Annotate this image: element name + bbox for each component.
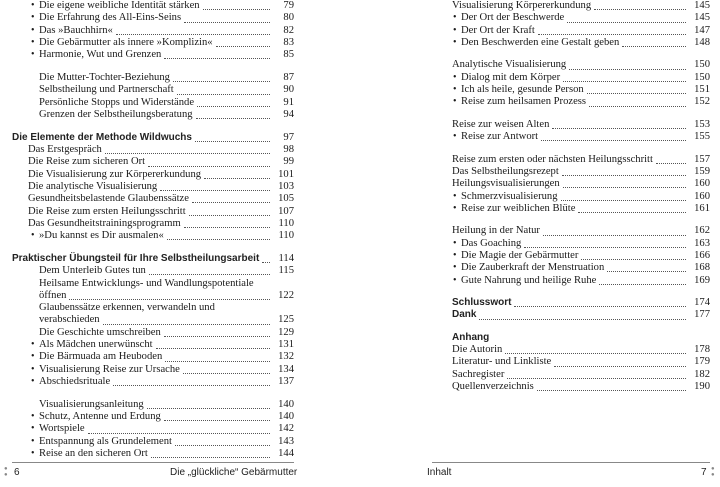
- toc-entry-title: Reise zur weiblichen Blüte: [461, 202, 576, 214]
- toc-entry-title: Heilsame Entwicklungs- und Wandlungspotentiale: [39, 277, 254, 289]
- toc-page-number: 131: [278, 339, 294, 350]
- toc-page-number: 152: [694, 96, 710, 108]
- toc-page-number: 174: [694, 297, 710, 308]
- toc-page-number: 169: [694, 274, 710, 286]
- toc-entry-title: Analytische Visualisierung: [452, 59, 567, 71]
- bullet-icon: •: [453, 36, 457, 48]
- dot-leader: [578, 212, 686, 213]
- toc-entry: [12, 84, 294, 96]
- bullet-icon: •: [31, 24, 35, 36]
- dot-leader: [116, 34, 270, 35]
- toc-page-number: 160: [694, 190, 710, 202]
- toc-page-number: 182: [694, 368, 710, 380]
- toc-entry-title: Die Visualisierung zur Körpererkundung: [28, 168, 202, 180]
- toc-page-number: 110: [278, 230, 294, 242]
- toc-entry: [12, 411, 294, 423]
- dot-leader: [147, 408, 270, 409]
- toc-entry: [452, 275, 710, 287]
- dot-leader: [479, 319, 686, 320]
- toc-entry-title: Anhang: [452, 331, 490, 343]
- toc-entry: [12, 25, 294, 37]
- toc-entry: [12, 156, 294, 168]
- bullet-icon: •: [453, 131, 457, 143]
- dot-leader: [160, 190, 270, 191]
- toc-entry: [452, 84, 710, 96]
- toc-page-number: 157: [694, 153, 710, 165]
- toc-page-number: 114: [278, 252, 294, 264]
- dot-leader: [552, 128, 686, 129]
- toc-entry-title: Die Magie der Gebärmutter: [461, 249, 579, 261]
- toc-entry: [452, 356, 710, 368]
- toc-entry-title: Harmonie, Wut und Grenzen: [39, 49, 162, 61]
- bullet-icon: •: [31, 423, 35, 435]
- dot-leader: [103, 324, 270, 325]
- toc-entry: [452, 131, 710, 143]
- dot-leader: [561, 200, 687, 201]
- bullet-icon: •: [453, 262, 457, 274]
- toc-entry: [452, 12, 710, 24]
- dot-leader: [541, 140, 686, 141]
- toc-page-number: 145: [694, 12, 710, 24]
- toc-page-number: 101: [278, 168, 294, 180]
- toc-page-number: 82: [283, 24, 294, 36]
- toc-entry: [452, 250, 710, 262]
- toc-entry-title: Entspannung als Grundelement: [39, 435, 172, 447]
- toc-entry-title: Heilung in der Natur: [452, 225, 540, 237]
- toc-page-number: 178: [694, 344, 710, 356]
- toc-entry-title: Dem Unterleib Gutes tun: [39, 265, 146, 277]
- toc-entry-title: Die Autorin: [452, 344, 503, 356]
- bullet-icon: •: [453, 249, 457, 261]
- toc-page-number: 91: [283, 96, 294, 108]
- toc-entry-title: Abschiedsrituale: [39, 375, 111, 387]
- toc-page-number: 110: [278, 217, 294, 229]
- footer-section-title: Inhalt: [427, 467, 452, 478]
- toc-entry: [452, 309, 710, 321]
- toc-entry: [452, 96, 710, 108]
- toc-page-number: 168: [694, 262, 710, 274]
- toc-entry: [12, 278, 294, 290]
- dot-leader: [216, 46, 270, 47]
- toc-page-number: 179: [694, 356, 710, 368]
- toc-page-number: 177: [694, 309, 710, 321]
- toc-entry: [452, 225, 710, 237]
- toc-entry-title: Glaubenssätze erkennen, verwandeln und: [39, 302, 215, 314]
- toc-entry-title: Reise zum heilsamen Prozess: [461, 96, 587, 108]
- toc-entry-title: Schlusswort: [452, 297, 512, 308]
- toc-page-number: 160: [694, 178, 710, 190]
- dot-leader: [563, 81, 686, 82]
- dot-leader: [165, 361, 270, 362]
- dot-leader: [164, 420, 270, 421]
- toc-entry: [12, 169, 294, 181]
- toc-entry-title: Die Reise zum ersten Heilungsschritt: [28, 205, 186, 217]
- dot-leader: [562, 175, 686, 176]
- toc-page-number: 97: [283, 131, 294, 143]
- toc-entry-title: Dialog mit dem Körper: [461, 71, 561, 83]
- dot-leader: [113, 385, 270, 386]
- dot-leader: [262, 262, 270, 263]
- dot-leader: [563, 187, 686, 188]
- dot-leader: [177, 94, 270, 95]
- toc-entry: [452, 297, 710, 309]
- toc-entry-title: Die Mutter-Tochter-Beziehung: [39, 72, 170, 83]
- bullet-icon: •: [453, 190, 457, 202]
- toc-entry: [452, 381, 710, 393]
- toc-entry: [12, 218, 294, 230]
- bullet-icon: •: [453, 237, 457, 249]
- dot-leader: [156, 348, 270, 349]
- toc-entry: [12, 448, 294, 460]
- footer-page-number-right: 7: [701, 467, 707, 478]
- dot-leader: [607, 271, 686, 272]
- toc-entry: [12, 12, 294, 24]
- footer-rule-left: [12, 462, 294, 463]
- toc-page-number: 85: [283, 49, 294, 61]
- bullet-icon: •: [453, 202, 457, 214]
- toc-entry-title: Schmerzvisualisierung: [461, 190, 558, 202]
- toc-page-number: 129: [278, 326, 294, 338]
- toc-page-number: 166: [694, 249, 710, 261]
- dot-leader: [537, 390, 686, 391]
- toc-page-number: 155: [694, 131, 710, 143]
- toc-entry: [12, 49, 294, 61]
- dot-leader: [189, 215, 270, 216]
- toc-entry: [12, 144, 294, 156]
- toc-entry: [452, 369, 710, 381]
- toc-page-number: 103: [278, 180, 294, 192]
- toc-entry-title: Reise zur Antwort: [461, 131, 539, 143]
- toc-entry: [452, 119, 710, 131]
- dot-leader: [543, 235, 686, 236]
- toc-entry-title: Der Ort der Beschwerde: [461, 12, 565, 24]
- toc-page-number: 98: [283, 144, 294, 155]
- toc-entry: [452, 344, 710, 356]
- bullet-icon: •: [31, 49, 35, 61]
- toc-page-number: 153: [694, 118, 710, 130]
- toc-entry: [12, 423, 294, 435]
- bullet-icon: •: [453, 84, 457, 95]
- bullet-icon: •: [453, 12, 457, 24]
- toc-entry: [452, 191, 710, 203]
- toc-entry: [12, 265, 294, 277]
- toc-entry-title: Die eigene weibliche Identität stärken: [39, 0, 200, 11]
- dot-leader: [88, 433, 270, 434]
- toc-entry: [452, 262, 710, 274]
- dot-leader: [567, 22, 686, 23]
- dot-leader: [151, 457, 270, 458]
- dot-leader: [164, 58, 270, 59]
- toc-entry: [12, 436, 294, 448]
- toc-entry-title: Das Goaching: [461, 237, 522, 249]
- dot-leader: [581, 259, 686, 260]
- toc-entry-title: öffnen: [39, 289, 67, 301]
- dot-leader: [149, 274, 270, 275]
- bullet-icon: •: [31, 36, 35, 48]
- dot-leader: [594, 9, 686, 10]
- toc-page-number: 145: [694, 0, 710, 11]
- toc-entry-title: Dank: [452, 309, 477, 321]
- dot-leader: [69, 299, 270, 300]
- toc-entry-title: Das Gesundheitstrainingsprogramm: [28, 217, 181, 229]
- toc-page-number: 99: [283, 156, 294, 168]
- toc-entry: [12, 181, 294, 193]
- bullet-icon: •: [31, 411, 35, 422]
- toc-entry-title: Gesundheitsbelastende Glaubenssätze: [28, 193, 189, 205]
- bullet-icon: •: [31, 0, 35, 11]
- toc-page-number: 87: [283, 72, 294, 83]
- toc-entry-title: Persönliche Stopps und Widerstände: [39, 96, 195, 108]
- toc-page-number: 143: [278, 435, 294, 447]
- bullet-icon: •: [31, 12, 35, 24]
- toc-entry-title: Die Geschichte umschreiben: [39, 326, 161, 338]
- bullet-icon: •: [453, 24, 457, 36]
- dot-leader: [524, 247, 686, 248]
- dot-leader: [569, 69, 686, 70]
- toc-page-number: 105: [278, 193, 294, 205]
- toc-entry-title: Quellenverzeichnis: [452, 381, 534, 392]
- toc-entry: [452, 154, 710, 166]
- toc-page-number: 140: [278, 398, 294, 410]
- toc-page-number: 125: [278, 314, 294, 326]
- toc-entry-title: Wortspiele: [39, 423, 85, 435]
- toc-page-number: 83: [283, 36, 294, 48]
- dot-leader: [184, 227, 270, 228]
- toc-page-number: 137: [278, 375, 294, 387]
- toc-entry: [12, 109, 294, 121]
- footer-rule-right: [432, 462, 710, 463]
- toc-page-number: 90: [283, 84, 294, 96]
- dot-leader: [175, 445, 270, 446]
- bullet-icon: •: [453, 71, 457, 83]
- dot-leader: [167, 239, 270, 240]
- toc-page-number: 80: [283, 12, 294, 24]
- toc-entry-title: Die Bärmuada am Heuboden: [39, 351, 163, 363]
- toc-entry: [12, 193, 294, 205]
- toc-entry-title: Selbstheilung und Partnerschaft: [39, 84, 174, 96]
- toc-entry-title: Der Ort der Kraft: [461, 24, 535, 36]
- toc-entry: [452, 238, 710, 250]
- dot-leader: [599, 284, 686, 285]
- toc-entry: [12, 364, 294, 376]
- toc-entry-title: Die analytische Visualisierung: [28, 180, 158, 192]
- toc-entry-title: Schutz, Antenne und Erdung: [39, 411, 161, 422]
- toc-entry-title: Heilungsvisualisierungen: [452, 178, 560, 190]
- toc-entry-title: »Du kannst es Dir ausmalen«: [39, 230, 164, 242]
- toc-entry: [452, 332, 710, 344]
- footer-page-number-left: 6: [14, 467, 20, 478]
- toc-entry-title: Das Erstgespräch: [28, 144, 102, 155]
- toc-entry: [12, 253, 294, 265]
- toc-entry-title: Sachregister: [452, 368, 505, 380]
- toc-entry: [452, 37, 710, 49]
- toc-entry: [12, 37, 294, 49]
- page-dots-icon: ● ●: [711, 466, 715, 478]
- dot-leader: [587, 93, 686, 94]
- bullet-icon: •: [453, 96, 457, 108]
- bullet-icon: •: [31, 363, 35, 375]
- dot-leader: [505, 353, 686, 354]
- dot-leader: [195, 141, 270, 142]
- toc-page-number: 115: [278, 265, 294, 277]
- toc-entry: [452, 0, 710, 12]
- dot-leader: [554, 366, 686, 367]
- dot-leader: [105, 153, 270, 154]
- toc-page-number: 190: [694, 381, 710, 392]
- toc-entry: [12, 206, 294, 218]
- bullet-icon: •: [31, 447, 35, 459]
- toc-entry: [12, 302, 294, 314]
- toc-page-number: 150: [694, 59, 710, 71]
- dot-leader: [507, 378, 686, 379]
- toc-entry-title: Die Reise zum sicheren Ort: [28, 156, 146, 168]
- toc-page-number: 163: [694, 237, 710, 249]
- toc-entry: [12, 97, 294, 109]
- dot-leader: [173, 81, 270, 82]
- toc-entry: [12, 327, 294, 339]
- toc-entry-title: Das Selbstheilungsrezept: [452, 165, 559, 177]
- toc-entry-title: Visualisierung Körpererkundung: [452, 0, 592, 11]
- toc-entry-title: Reise zur weisen Alten: [452, 118, 550, 130]
- toc-entry: [12, 72, 294, 84]
- toc-page-number: 147: [694, 24, 710, 36]
- toc-page-number: 79: [283, 0, 294, 11]
- toc-entry-title: Literatur- und Linkliste: [452, 356, 552, 368]
- toc-entry-title: Die Zauberkraft der Menstruation: [461, 262, 605, 274]
- dot-leader: [514, 306, 686, 307]
- toc-entry: [12, 290, 294, 302]
- toc-entry-title: Reise an den sicheren Ort: [39, 447, 148, 459]
- toc-entry: [452, 25, 710, 37]
- toc-entry-title: Praktischer Übungsteil für Ihre Selbstheilungsarbeit: [12, 252, 260, 264]
- toc-page-number: 162: [694, 225, 710, 237]
- dot-leader: [589, 106, 686, 107]
- toc-entry: [12, 0, 294, 12]
- bullet-icon: •: [453, 274, 457, 286]
- dot-leader: [203, 9, 270, 10]
- dot-leader: [183, 373, 270, 374]
- toc-entry: [12, 399, 294, 411]
- toc-page-number: 94: [283, 108, 294, 120]
- toc-entry-title: Das »Bauchhirn«: [39, 24, 113, 36]
- toc-page-number: 140: [278, 411, 294, 422]
- toc-page-number: 122: [278, 289, 294, 301]
- toc-entry-title: Grenzen der Selbstheilungsberatung: [39, 108, 193, 120]
- dot-leader: [184, 22, 270, 23]
- bullet-icon: •: [31, 230, 35, 242]
- toc-entry: [452, 203, 710, 215]
- dot-leader: [656, 163, 686, 164]
- bullet-icon: •: [31, 375, 35, 387]
- toc-entry: [12, 339, 294, 351]
- toc-entry-title: Visualisierung Reise zur Ursache: [39, 363, 180, 375]
- dot-leader: [164, 336, 270, 337]
- toc-entry: [12, 376, 294, 388]
- toc-page-number: 107: [278, 205, 294, 217]
- toc-page-number: 161: [694, 202, 710, 214]
- toc-page-number: 142: [278, 423, 294, 435]
- toc-entry-title: Ich als heile, gesunde Person: [461, 84, 584, 95]
- bullet-icon: •: [31, 351, 35, 363]
- dot-leader: [148, 166, 270, 167]
- toc-entry-title: Die Elemente der Methode Wildwuchs: [12, 131, 192, 143]
- toc-page-number: 132: [278, 351, 294, 363]
- footer-book-title: Die „glückliche“ Gebärmutter: [170, 467, 298, 478]
- toc-entry-title: Als Mädchen unerwünscht: [39, 339, 153, 350]
- dot-leader: [538, 34, 686, 35]
- toc-entry-title: Den Beschwerden eine Gestalt geben: [461, 36, 620, 48]
- toc-entry-title: Visualisierungsanleitung: [39, 398, 144, 410]
- toc-entry: [12, 351, 294, 363]
- toc-entry: [452, 59, 710, 71]
- dot-leader: [196, 118, 270, 119]
- page-dots-icon: ● ●: [4, 466, 8, 478]
- dot-leader: [204, 178, 270, 179]
- toc-entry: [12, 132, 294, 144]
- dot-leader: [197, 106, 270, 107]
- toc-entry: [12, 230, 294, 242]
- toc-entry-title: Die Gebärmutter als innere »Komplizin«: [39, 36, 213, 48]
- bullet-icon: •: [31, 339, 35, 350]
- bullet-icon: •: [31, 435, 35, 447]
- dot-leader: [622, 46, 686, 47]
- toc-entry-title: Gute Nahrung und heilige Ruhe: [461, 274, 597, 286]
- toc-page-number: 150: [694, 71, 710, 83]
- toc-page-number: 148: [694, 36, 710, 48]
- toc-page-number: 134: [278, 363, 294, 375]
- toc-entry-title: Die Erfahrung des All-Eins-Seins: [39, 12, 182, 24]
- toc-page-number: 159: [694, 165, 710, 177]
- toc-entry-title: Reise zum ersten oder nächsten Heilungsschritt: [452, 153, 653, 165]
- toc-page-number: 144: [278, 447, 294, 459]
- toc-page-number: 151: [694, 84, 710, 95]
- dot-leader: [192, 202, 270, 203]
- toc-entry: [452, 72, 710, 84]
- toc-entry: [452, 166, 710, 178]
- toc-entry: [452, 178, 710, 190]
- toc-entry-title: verabschieden: [39, 314, 100, 326]
- toc-entry: [12, 314, 294, 326]
